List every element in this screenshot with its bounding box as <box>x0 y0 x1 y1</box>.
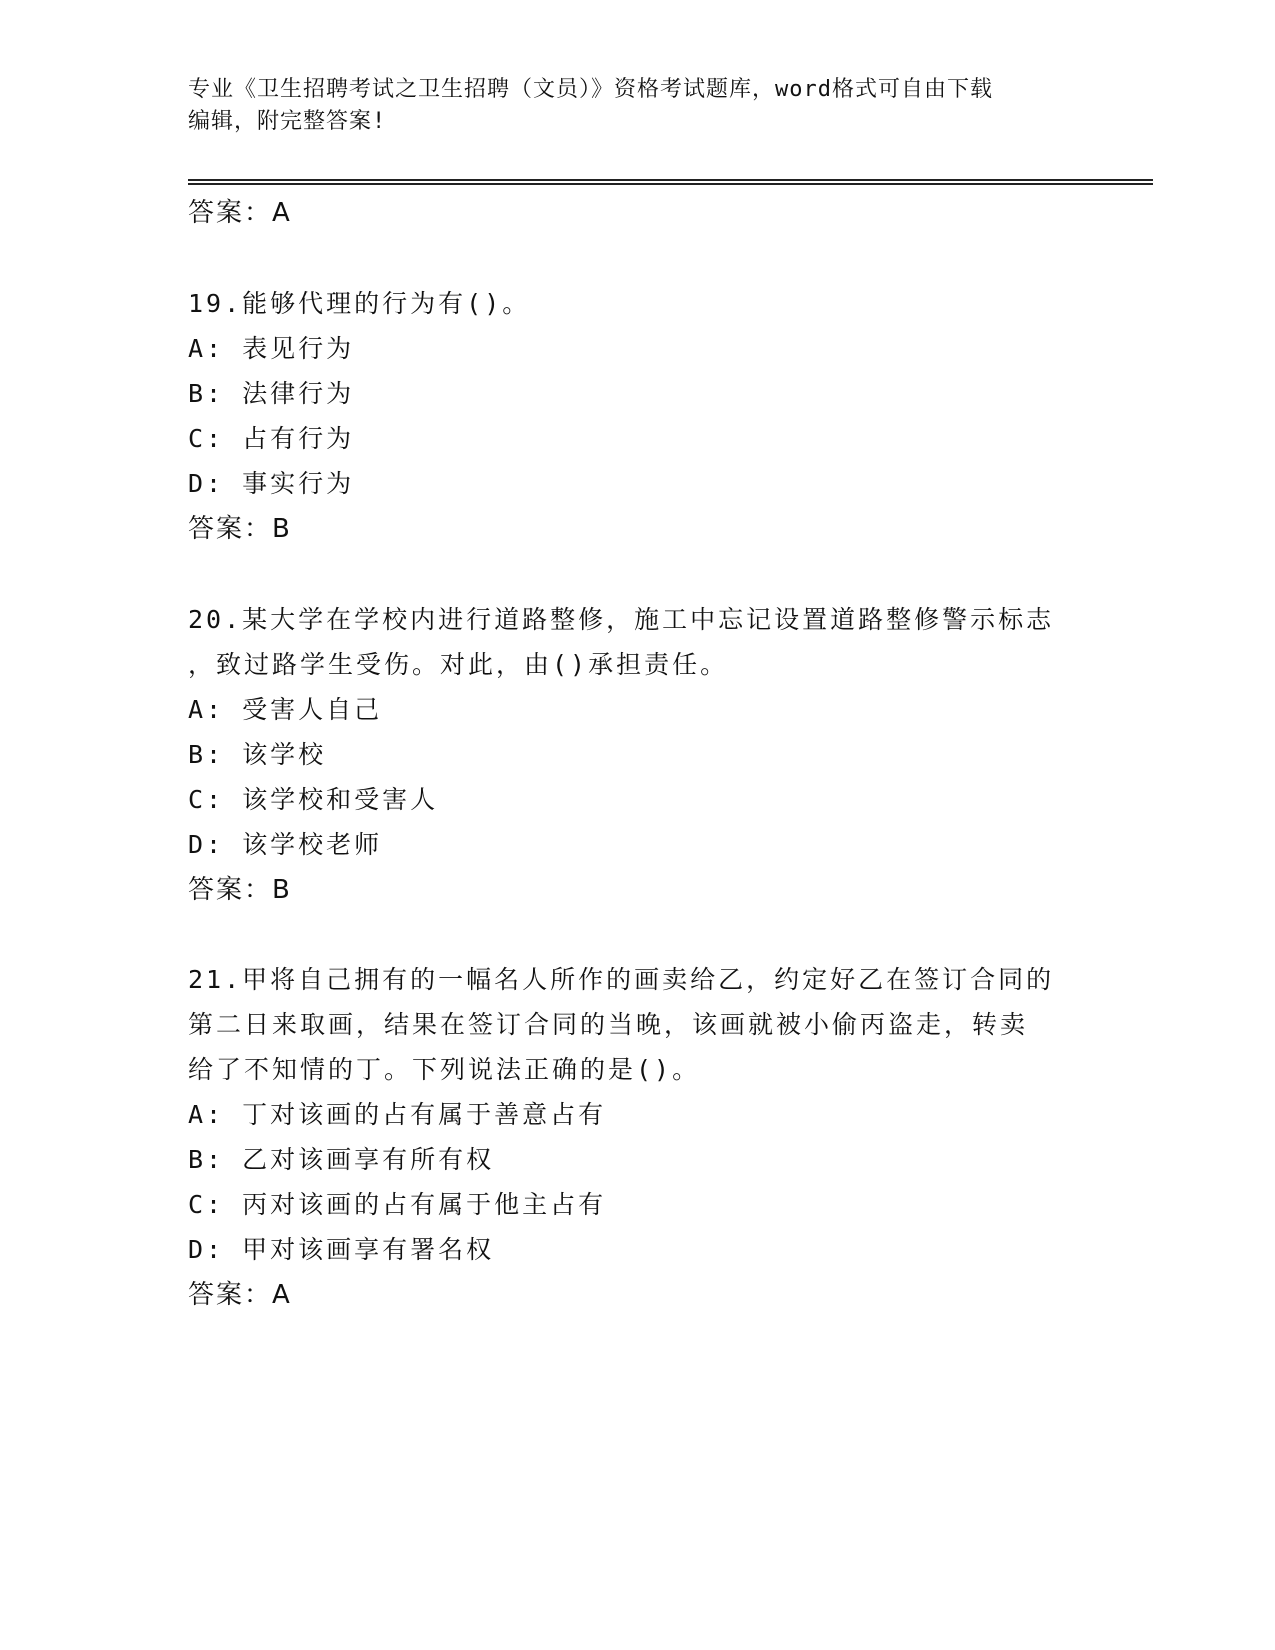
header-divider-top <box>188 179 1153 181</box>
question-21-answer: 答案：A <box>188 1280 292 1310</box>
question-21-option-b: B: 乙对该画享有所有权 <box>188 1145 495 1174</box>
question-20-option-d: D: 该学校老师 <box>188 830 383 859</box>
question-19-option-b: B: 法律行为 <box>188 379 355 408</box>
question-20-option-b: B: 该学校 <box>188 740 327 769</box>
header-line-2: 编辑，附完整答案! <box>188 109 387 134</box>
question-19-option-c: C: 占有行为 <box>188 424 355 453</box>
question-19-option-d: D: 事实行为 <box>188 469 355 498</box>
question-20-stem-line-1: 20.某大学在学校内进行道路整修，施工中忘记设置道路整修警示标志 <box>188 605 1055 634</box>
question-19-stem: 19.能够代理的行为有()。 <box>188 289 531 318</box>
question-21-option-d: D: 甲对该画享有署名权 <box>188 1235 495 1264</box>
question-19-answer: 答案：B <box>188 514 292 544</box>
question-21-stem-line-3: 给了不知情的丁。下列说法正确的是()。 <box>188 1055 701 1084</box>
page-header <box>188 74 1088 138</box>
question-20-option-a: A: 受害人自己 <box>188 695 383 724</box>
question-20-answer: 答案：B <box>188 875 292 905</box>
question-21-option-c: C: 丙对该画的占有属于他主占有 <box>188 1190 607 1219</box>
header-line-1: 专业《卫生招聘考试之卫生招聘（文员）》资格考试题库，word格式可自由下载 <box>188 77 993 102</box>
header-divider-bottom <box>188 183 1153 185</box>
question-19-option-a: A: 表见行为 <box>188 334 355 363</box>
question-20-option-c: C: 该学校和受害人 <box>188 785 439 814</box>
previous-answer: 答案：A <box>188 198 292 228</box>
question-20-stem-line-2: ，致过路学生受伤。对此，由()承担责任。 <box>188 650 729 679</box>
question-21-option-a: A: 丁对该画的占有属于善意占有 <box>188 1100 607 1129</box>
question-21-stem-line-1: 21.甲将自己拥有的一幅名人所作的画卖给乙，约定好乙在签订合同的 <box>188 965 1055 994</box>
question-21-stem-line-2: 第二日来取画，结果在签订合同的当晚，该画就被小偷丙盗走，转卖 <box>188 1010 1029 1039</box>
